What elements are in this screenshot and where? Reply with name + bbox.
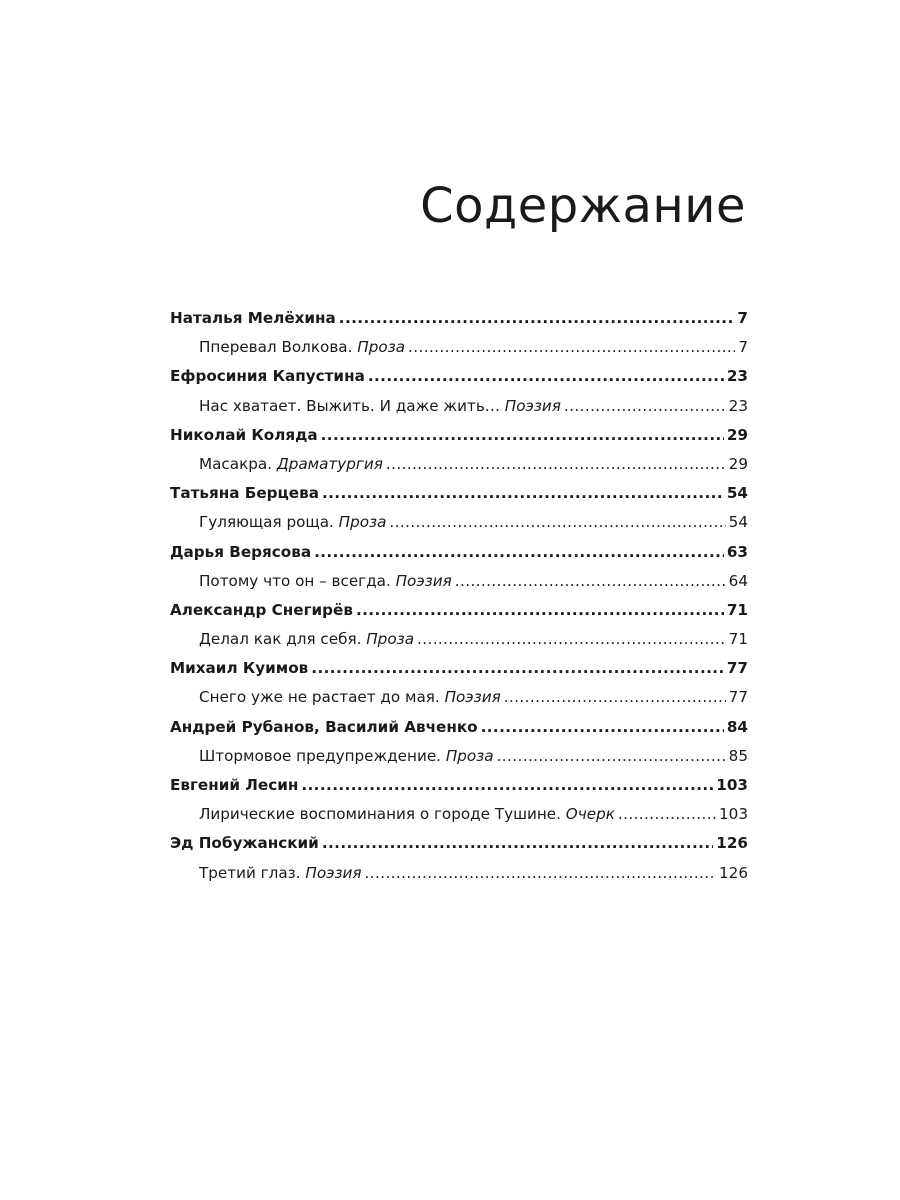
author-name: Михаил Куимов	[170, 659, 309, 678]
work-genre: Проза	[338, 513, 387, 532]
dot-leader	[322, 479, 724, 508]
page-number: 29	[726, 425, 748, 444]
toc-work-entry[interactable]	[170, 742, 748, 771]
dot-leader	[311, 654, 724, 683]
toc-work-entry[interactable]	[170, 859, 748, 888]
author-name: Ефросиния Капустина	[170, 367, 365, 386]
author-name: Дарья Верясова	[170, 542, 312, 561]
page-number: 64	[728, 571, 748, 590]
dot-leader	[389, 508, 725, 537]
page-number: 77	[726, 659, 748, 678]
dot-leader	[618, 800, 716, 829]
page-number: 103	[716, 776, 748, 794]
page-number: 7	[738, 338, 748, 357]
author-name: Александр Снегирёв	[170, 600, 353, 619]
page-title: Содержание	[420, 178, 746, 234]
dot-leader	[497, 742, 726, 771]
dot-leader	[368, 362, 724, 391]
toc-work-entry[interactable]	[170, 508, 748, 537]
toc-author-entry[interactable]	[170, 771, 748, 800]
toc-work-entry[interactable]	[170, 392, 748, 421]
work-title: Пперевал Волкова. Проза	[199, 338, 406, 357]
dot-leader	[356, 596, 724, 625]
page-number: 71	[726, 600, 748, 619]
author-name: Наталья Мелёхина	[170, 309, 336, 327]
author-name: Андрей Рубанов, Василий Авченко	[170, 717, 478, 736]
page-number: 77	[728, 688, 748, 707]
author-name: Татьяна Берцева	[170, 484, 319, 503]
work-title: Масакра. Драматургия	[199, 454, 383, 473]
work-genre: Очерк	[565, 805, 615, 824]
work-title: Делал как для себя. Проза	[199, 630, 415, 649]
page-number: 103	[719, 805, 748, 824]
table-of-contents	[170, 304, 748, 888]
dot-leader	[365, 859, 716, 888]
toc-author-entry[interactable]	[170, 304, 748, 333]
toc-work-entry[interactable]	[170, 333, 748, 362]
toc-author-entry[interactable]	[170, 538, 748, 567]
page-number: 85	[728, 746, 748, 765]
work-title: Снего уже не растает до мая. Поэзия	[199, 688, 501, 707]
page-number: 7	[737, 309, 748, 327]
work-genre: Проза	[445, 746, 494, 765]
dot-leader	[564, 392, 726, 421]
work-genre: Проза	[357, 338, 406, 357]
page-number: 29	[728, 454, 748, 473]
author-name: Эд Побужанский	[170, 834, 319, 853]
toc-author-entry[interactable]	[170, 362, 748, 391]
page-number: 23	[728, 396, 748, 415]
toc-work-entry[interactable]	[170, 683, 748, 712]
page-number: 84	[726, 717, 748, 736]
toc-author-entry[interactable]	[170, 654, 748, 683]
page-number: 54	[726, 484, 748, 503]
work-title: Третий глаз. Поэзия	[199, 863, 362, 882]
work-genre: Поэзия	[504, 396, 561, 415]
toc-work-entry[interactable]	[170, 625, 748, 654]
dot-leader	[481, 713, 724, 742]
dot-leader	[321, 421, 724, 450]
toc-author-entry[interactable]	[170, 713, 748, 742]
toc-work-entry[interactable]	[170, 567, 748, 596]
page-number: 63	[726, 542, 748, 561]
work-title: Штормовое предупреждение. Проза	[199, 746, 494, 765]
work-title: Лирические воспоминания о городе Тушине. Очерк	[199, 805, 615, 824]
dot-leader	[322, 829, 713, 858]
page-number: 23	[726, 367, 748, 386]
dot-leader	[417, 625, 726, 654]
work-genre: Поэзия	[305, 863, 362, 882]
work-title: Потому что он – всегда. Поэзия	[199, 571, 452, 590]
dot-leader	[386, 450, 726, 479]
dot-leader	[339, 304, 735, 333]
page-number: 71	[728, 630, 748, 649]
work-title: Гуляющая роща. Проза	[199, 513, 387, 532]
work-title: Нас хватает. Выжить. И даже жить… Поэзия	[199, 396, 561, 415]
page-number: 54	[728, 513, 748, 532]
dot-leader	[301, 771, 713, 800]
toc-author-entry[interactable]	[170, 596, 748, 625]
work-genre: Проза	[366, 630, 415, 649]
toc-work-entry[interactable]	[170, 800, 748, 829]
page-number: 126	[719, 863, 748, 882]
dot-leader	[455, 567, 726, 596]
page-number: 126	[716, 834, 748, 853]
author-name: Николай Коляда	[170, 425, 318, 444]
toc-author-entry[interactable]	[170, 421, 748, 450]
toc-work-entry[interactable]	[170, 450, 748, 479]
dot-leader	[314, 538, 724, 567]
toc-author-entry[interactable]	[170, 479, 748, 508]
author-name: Евгений Лесин	[170, 776, 299, 794]
dot-leader	[504, 683, 726, 712]
toc-author-entry[interactable]	[170, 829, 748, 858]
work-genre: Поэзия	[395, 571, 452, 590]
work-genre: Поэзия	[444, 688, 501, 707]
work-genre: Драматургия	[276, 454, 383, 473]
dot-leader	[408, 333, 735, 362]
